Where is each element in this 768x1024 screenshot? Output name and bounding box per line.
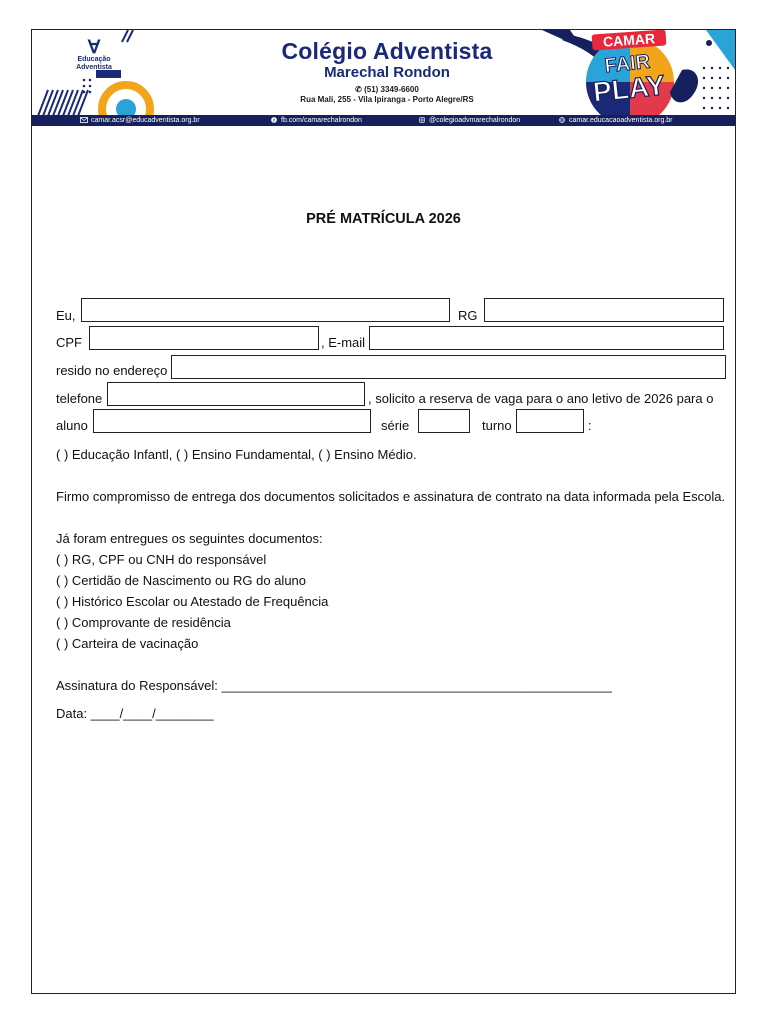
- label-colon: :: [588, 418, 592, 433]
- label-cpf: CPF: [56, 335, 82, 350]
- document-item[interactable]: ( ) Certidão de Nascimento ou RG do aluno: [56, 573, 307, 588]
- document-item[interactable]: ( ) Histórico Escolar ou Atestado de Frequência: [56, 594, 329, 609]
- label-aluno: aluno: [56, 418, 88, 433]
- label-rg: RG: [458, 308, 478, 323]
- form-page: [31, 29, 736, 994]
- logo-line2: Adventista: [76, 64, 112, 71]
- badge-line1: FAIR: [603, 50, 652, 78]
- phone-icon: ✆: [355, 85, 362, 94]
- name-input[interactable]: [81, 298, 450, 322]
- contact-facebook[interactable]: [270, 115, 362, 126]
- adventist-icon: Ɐ: [87, 37, 101, 57]
- phone-line: [202, 85, 572, 94]
- address: Rua Mali, 255 - Vila Ipiranga - Porto Alegre/RS: [300, 95, 474, 104]
- label-turno: turno: [482, 418, 512, 433]
- facebook-icon: [270, 117, 278, 123]
- contact-web[interactable]: [558, 115, 673, 126]
- contact-email-text: camar.acsr@educadventista.org.br: [91, 117, 200, 124]
- contact-instagram[interactable]: [418, 115, 520, 126]
- documents-section: [56, 528, 328, 654]
- label-email: , E-mail: [321, 335, 366, 350]
- signature-line[interactable]: Assinatura do Responsável: ______________________________________________________: [56, 678, 612, 693]
- badge-top-text: CAMAR: [602, 30, 656, 50]
- camar-fair-play-logo: [542, 30, 735, 120]
- email-input[interactable]: [369, 326, 724, 350]
- document-item[interactable]: ( ) Comprovante de residência: [56, 615, 231, 630]
- logo-line1: Educação: [77, 56, 111, 63]
- mail-icon: [80, 117, 88, 123]
- documents-intro: Já foram entregues os seguintes documentos:: [56, 531, 323, 546]
- label-telefone: telefone: [56, 391, 103, 406]
- contact-instagram-text: @colegioadvmarechalrondon: [429, 117, 521, 124]
- contact-web-text: camar.educacaoadventista.org.br: [569, 117, 673, 124]
- school-name: Colégio Adventista: [281, 38, 493, 64]
- instagram-icon: [418, 117, 426, 123]
- campus-name: Marechal Rondon: [324, 64, 450, 81]
- student-input[interactable]: [93, 409, 371, 433]
- contact-facebook-text: fb.com/camarechalrondon: [281, 117, 362, 124]
- date-line[interactable]: Data: ____/____/________: [56, 706, 214, 721]
- label-serie: série: [381, 418, 410, 433]
- document-item[interactable]: ( ) Carteira de vacinação: [56, 636, 199, 651]
- label-solicito: , solicito a reserva de vaga para o ano letivo de 2026 para o: [368, 391, 714, 406]
- shift-input[interactable]: [516, 409, 584, 433]
- cpf-input[interactable]: [89, 326, 319, 350]
- letterhead: [32, 30, 735, 126]
- phone-number: (51) 3349-6600: [364, 85, 419, 94]
- page-title: PRÉ MATRÍCULA 2026: [306, 211, 461, 227]
- educacao-adventista-logo: [72, 38, 116, 72]
- badge-line2: PLAY: [591, 69, 667, 108]
- grade-input[interactable]: [418, 409, 470, 433]
- school-info: [202, 38, 572, 104]
- commitment-text: Firmo compromisso de entrega dos documentos solicitados e assinatura de contrato na data informada pela Escola.: [56, 489, 726, 504]
- label-eu: Eu,: [56, 308, 76, 323]
- education-level-options[interactable]: ( ) Educação Infantl, ( ) Ensino Fundamental, ( ) Ensino Médio.: [56, 447, 417, 462]
- address-input[interactable]: [171, 355, 726, 379]
- globe-icon: [558, 117, 566, 123]
- contact-bar: [32, 115, 735, 126]
- contact-email[interactable]: [80, 115, 200, 126]
- phone-input[interactable]: [107, 382, 365, 406]
- svg-text:f: f: [273, 117, 275, 123]
- label-endereco: resido no endereço: [56, 363, 168, 378]
- document-item[interactable]: ( ) RG, CPF ou CNH do responsável: [56, 552, 267, 567]
- rg-input[interactable]: [484, 298, 724, 322]
